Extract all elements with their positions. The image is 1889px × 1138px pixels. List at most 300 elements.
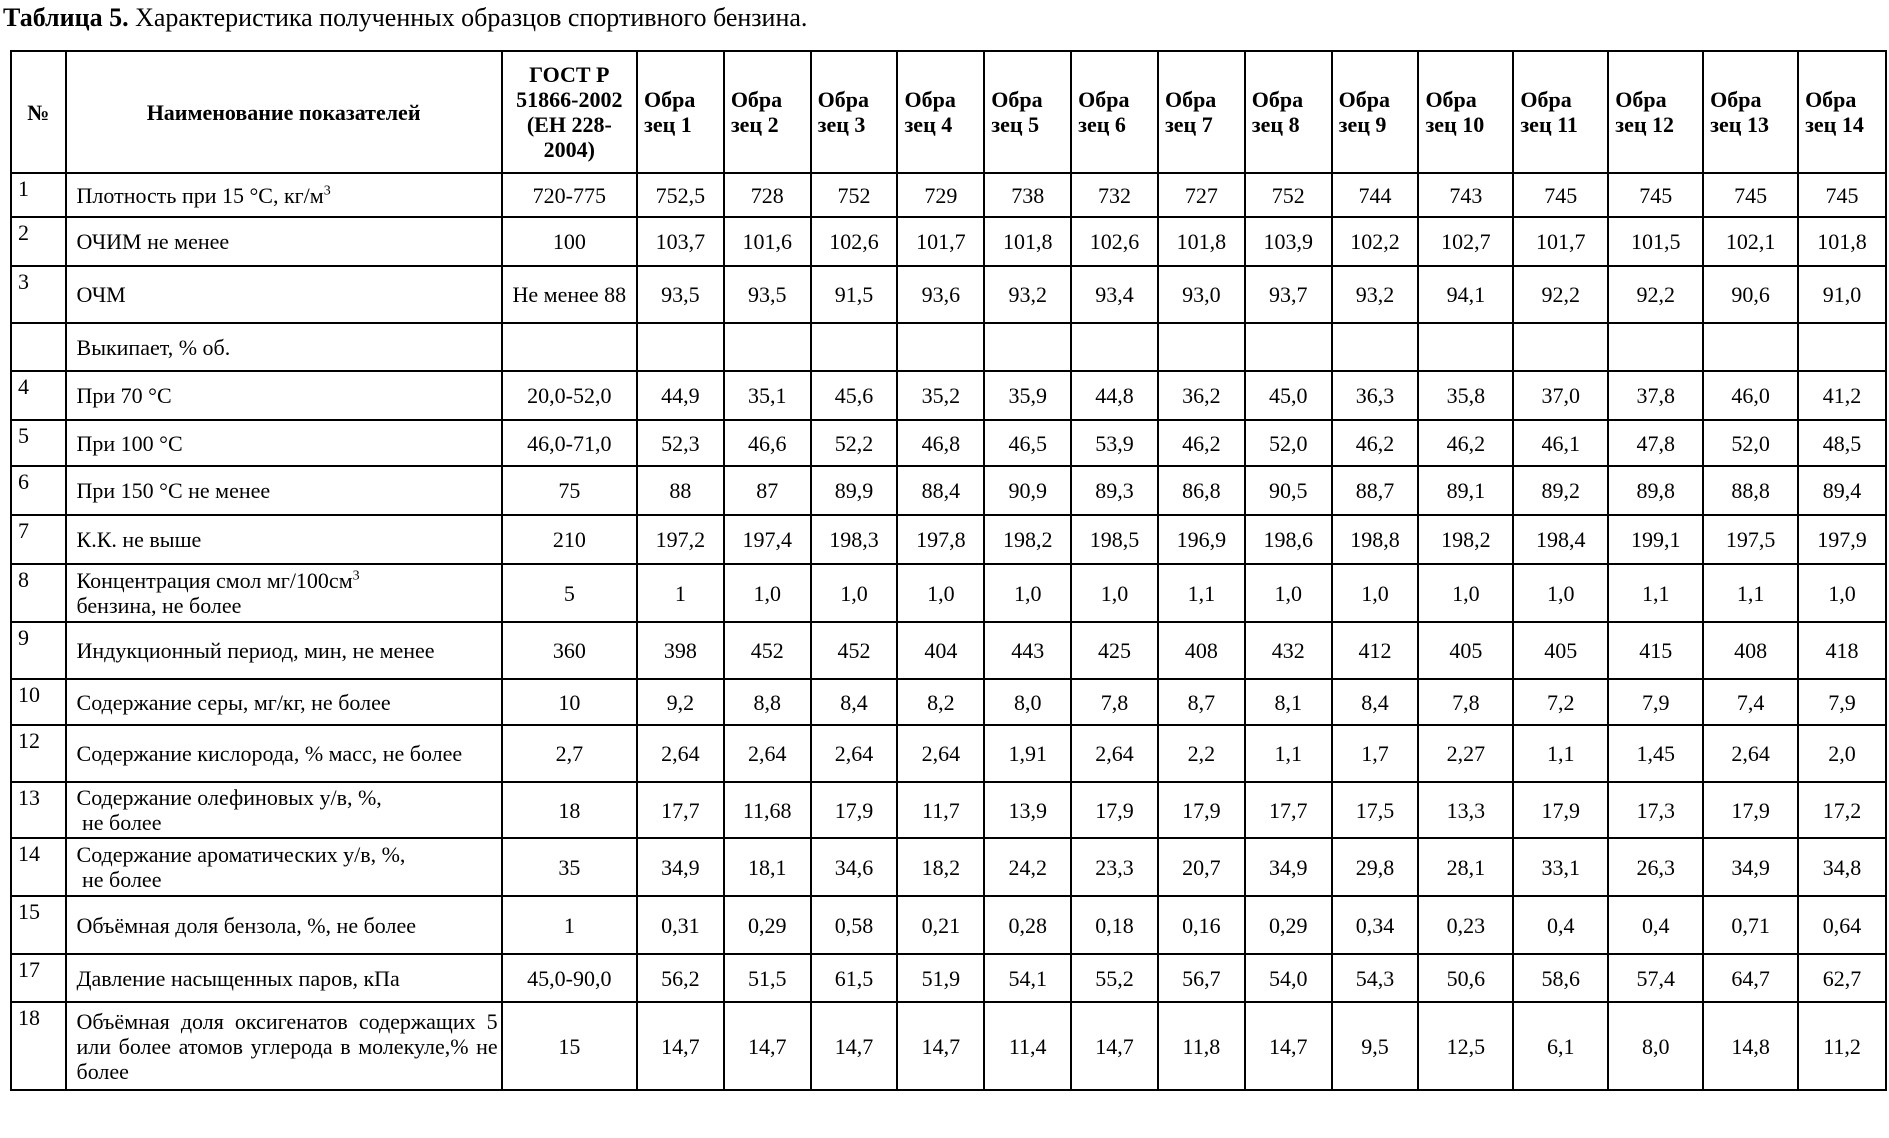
sample-13-value: 46,0 — [1703, 371, 1798, 420]
row-gost-value: 20,0-52,0 — [502, 371, 637, 420]
sample-4-value: 51,9 — [897, 954, 984, 1002]
sample-8-value: 17,7 — [1245, 782, 1332, 838]
sample-9-value — [1332, 323, 1419, 371]
sample-7-value: 11,8 — [1158, 1002, 1245, 1090]
sample-8-value: 198,6 — [1245, 515, 1332, 564]
sample-7-value — [1158, 323, 1245, 371]
sample-7-value: 8,7 — [1158, 679, 1245, 725]
sample-2-value: 14,7 — [724, 1002, 811, 1090]
sample-6-value: 102,6 — [1071, 217, 1158, 266]
sample-7-value: 1,1 — [1158, 564, 1245, 622]
sample-9-value: 88,7 — [1332, 466, 1419, 515]
row-number: 1 — [11, 173, 66, 217]
sample-5-value: 11,4 — [984, 1002, 1071, 1090]
sample-8-value: 1,0 — [1245, 564, 1332, 622]
sample-1-value: 1 — [637, 564, 724, 622]
row-number: 15 — [11, 896, 66, 954]
sample-1-value: 56,2 — [637, 954, 724, 1002]
sample-9-value: 102,2 — [1332, 217, 1419, 266]
header-sample-4: Обра зец 4 — [897, 51, 984, 173]
sample-3-value: 198,3 — [811, 515, 898, 564]
sample-11-value: 101,7 — [1513, 217, 1608, 266]
sample-8-value: 0,29 — [1245, 896, 1332, 954]
sample-1-value: 197,2 — [637, 515, 724, 564]
sample-7-value: 36,2 — [1158, 371, 1245, 420]
sample-7-value: 196,9 — [1158, 515, 1245, 564]
sample-7-value: 46,2 — [1158, 420, 1245, 466]
sample-14-value: 89,4 — [1798, 466, 1886, 515]
sample-7-value: 56,7 — [1158, 954, 1245, 1002]
sample-1-value: 17,7 — [637, 782, 724, 838]
parameter-name-text: При 150 °С не менее — [76, 478, 271, 503]
sample-12-value: 57,4 — [1608, 954, 1703, 1002]
sample-5-value: 90,9 — [984, 466, 1071, 515]
sample-13-value: 52,0 — [1703, 420, 1798, 466]
table-caption-text: Характеристика полученных образцов спортивного бензина. — [128, 3, 808, 32]
header-sample-9: Обра зец 9 — [1332, 51, 1419, 173]
row-number: 9 — [11, 622, 66, 679]
sample-4-value: 18,2 — [897, 838, 984, 896]
sample-12-value: 37,8 — [1608, 371, 1703, 420]
parameter-name-text-line2: не более — [76, 810, 162, 835]
sample-4-value: 197,8 — [897, 515, 984, 564]
sample-5-value: 93,2 — [984, 266, 1071, 323]
sample-5-value: 1,91 — [984, 725, 1071, 782]
sample-8-value: 14,7 — [1245, 1002, 1332, 1090]
sample-7-value: 20,7 — [1158, 838, 1245, 896]
sample-1-value: 14,7 — [637, 1002, 724, 1090]
sample-2-value: 728 — [724, 173, 811, 217]
sample-3-value: 45,6 — [811, 371, 898, 420]
row-parameter-name — [66, 371, 502, 420]
row-parameter-name — [66, 782, 502, 838]
sample-1-value: 9,2 — [637, 679, 724, 725]
row-gost-value: 10 — [502, 679, 637, 725]
sample-10-value: 12,5 — [1418, 1002, 1513, 1090]
table-row — [11, 1002, 1886, 1090]
header-num: № — [11, 51, 66, 173]
header-sample-14: Обра зец 14 — [1798, 51, 1886, 173]
sample-9-value: 1,7 — [1332, 725, 1419, 782]
sample-13-value — [1703, 323, 1798, 371]
sample-2-value: 1,0 — [724, 564, 811, 622]
table-row — [11, 323, 1886, 371]
sample-2-value: 46,6 — [724, 420, 811, 466]
table-row — [11, 466, 1886, 515]
row-parameter-name — [66, 420, 502, 466]
sample-4-value: 14,7 — [897, 1002, 984, 1090]
sample-4-value: 729 — [897, 173, 984, 217]
sample-13-value: 2,64 — [1703, 725, 1798, 782]
sample-14-value: 62,7 — [1798, 954, 1886, 1002]
row-parameter-name — [66, 896, 502, 954]
sample-2-value: 8,8 — [724, 679, 811, 725]
sample-2-value: 51,5 — [724, 954, 811, 1002]
row-parameter-name — [66, 217, 502, 266]
sample-9-value: 46,2 — [1332, 420, 1419, 466]
header-sample-7: Обра зец 7 — [1158, 51, 1245, 173]
sample-1-value: 93,5 — [637, 266, 724, 323]
sample-13-value: 64,7 — [1703, 954, 1798, 1002]
parameter-name-text: При 100 °С — [76, 430, 183, 456]
sample-8-value: 93,7 — [1245, 266, 1332, 323]
row-gost-value: 210 — [502, 515, 637, 564]
sample-3-value: 8,4 — [811, 679, 898, 725]
sample-4-value: 46,8 — [897, 420, 984, 466]
sample-9-value: 8,4 — [1332, 679, 1419, 725]
sample-14-value: 197,9 — [1798, 515, 1886, 564]
sample-12-value: 8,0 — [1608, 1002, 1703, 1090]
sample-4-value: 88,4 — [897, 466, 984, 515]
row-parameter-name — [66, 266, 502, 323]
header-sample-8: Обра зец 8 — [1245, 51, 1332, 173]
sample-10-value: 7,8 — [1418, 679, 1513, 725]
parameter-name-text: К.К. не выше — [76, 527, 202, 552]
header-sample-2: Обра зец 2 — [724, 51, 811, 173]
sample-11-value: 37,0 — [1513, 371, 1608, 420]
sample-8-value: 45,0 — [1245, 371, 1332, 420]
sample-13-value: 745 — [1703, 173, 1798, 217]
sample-11-value: 0,4 — [1513, 896, 1608, 954]
sample-10-value: 89,1 — [1418, 466, 1513, 515]
sample-3-value: 452 — [811, 622, 898, 679]
sample-12-value: 1,1 — [1608, 564, 1703, 622]
sample-2-value: 452 — [724, 622, 811, 679]
sample-10-value — [1418, 323, 1513, 371]
sample-13-value: 34,9 — [1703, 838, 1798, 896]
sample-6-value: 7,8 — [1071, 679, 1158, 725]
sample-8-value: 52,0 — [1245, 420, 1332, 466]
sample-7-value: 17,9 — [1158, 782, 1245, 838]
sample-2-value: 2,64 — [724, 725, 811, 782]
gasoline-characteristics-table — [10, 50, 1887, 1091]
row-gost-value: 720-775 — [502, 173, 637, 217]
sample-3-value: 752 — [811, 173, 898, 217]
sample-2-value: 197,4 — [724, 515, 811, 564]
table-row — [11, 173, 1886, 217]
sample-13-value: 1,1 — [1703, 564, 1798, 622]
table-row — [11, 838, 1886, 896]
sample-6-value: 93,4 — [1071, 266, 1158, 323]
row-number: 4 — [11, 371, 66, 420]
sample-11-value: 1,1 — [1513, 725, 1608, 782]
sample-9-value: 1,0 — [1332, 564, 1419, 622]
sample-8-value: 90,5 — [1245, 466, 1332, 515]
sample-4-value: 35,2 — [897, 371, 984, 420]
sample-6-value: 14,7 — [1071, 1002, 1158, 1090]
table-caption-label: Таблица 5. — [3, 3, 129, 32]
header-sample-13: Обра зец 13 — [1703, 51, 1798, 173]
sample-4-value: 93,6 — [897, 266, 984, 323]
sample-3-value: 0,58 — [811, 896, 898, 954]
row-number: 18 — [11, 1002, 66, 1090]
sample-14-value: 1,0 — [1798, 564, 1886, 622]
sample-10-value: 94,1 — [1418, 266, 1513, 323]
sample-14-value — [1798, 323, 1886, 371]
sample-5-value: 198,2 — [984, 515, 1071, 564]
sample-11-value: 89,2 — [1513, 466, 1608, 515]
row-gost-value: 46,0-71,0 — [502, 420, 637, 466]
sample-13-value: 90,6 — [1703, 266, 1798, 323]
sample-13-value: 0,71 — [1703, 896, 1798, 954]
sample-14-value: 745 — [1798, 173, 1886, 217]
table-row — [11, 371, 1886, 420]
parameter-name-text: Индукционный период, мин, не менее — [76, 638, 435, 663]
table-row — [11, 896, 1886, 954]
sample-6-value: 89,3 — [1071, 466, 1158, 515]
sample-5-value: 24,2 — [984, 838, 1071, 896]
row-gost-value: 100 — [502, 217, 637, 266]
sample-14-value: 48,5 — [1798, 420, 1886, 466]
sample-4-value: 8,2 — [897, 679, 984, 725]
sample-10-value: 46,2 — [1418, 420, 1513, 466]
parameter-name-text: Содержание ароматических у/в, %, — [76, 842, 406, 867]
sample-8-value: 752 — [1245, 173, 1332, 217]
sample-9-value: 54,3 — [1332, 954, 1419, 1002]
parameter-name-text: Содержание олефиновых у/в, %, — [76, 785, 382, 810]
sample-10-value: 28,1 — [1418, 838, 1513, 896]
parameter-name-text: Объёмная доля бензола, %, не более — [76, 912, 417, 938]
row-parameter-name — [66, 323, 502, 371]
row-number: 3 — [11, 266, 66, 323]
sample-8-value: 54,0 — [1245, 954, 1332, 1002]
sample-13-value: 197,5 — [1703, 515, 1798, 564]
table-row — [11, 954, 1886, 1002]
row-parameter-name — [66, 515, 502, 564]
sample-1-value: 0,31 — [637, 896, 724, 954]
sample-11-value: 198,4 — [1513, 515, 1608, 564]
row-number: 12 — [11, 725, 66, 782]
sample-10-value: 198,2 — [1418, 515, 1513, 564]
sample-1-value: 44,9 — [637, 371, 724, 420]
sample-14-value: 0,64 — [1798, 896, 1886, 954]
sample-10-value: 50,6 — [1418, 954, 1513, 1002]
table-row — [11, 266, 1886, 323]
sample-3-value: 102,6 — [811, 217, 898, 266]
sample-14-value: 17,2 — [1798, 782, 1886, 838]
sample-14-value: 101,8 — [1798, 217, 1886, 266]
sample-11-value: 1,0 — [1513, 564, 1608, 622]
sample-12-value: 415 — [1608, 622, 1703, 679]
sample-3-value: 17,9 — [811, 782, 898, 838]
sample-3-value: 1,0 — [811, 564, 898, 622]
sample-10-value: 405 — [1418, 622, 1513, 679]
row-parameter-name — [66, 838, 502, 896]
sample-5-value: 8,0 — [984, 679, 1071, 725]
parameter-name-text: Плотность при 15 °С, кг/м — [76, 182, 324, 208]
sample-11-value: 7,2 — [1513, 679, 1608, 725]
sample-8-value — [1245, 323, 1332, 371]
sample-14-value: 91,0 — [1798, 266, 1886, 323]
sample-7-value: 86,8 — [1158, 466, 1245, 515]
sample-10-value: 2,27 — [1418, 725, 1513, 782]
parameter-name-text: Объёмная доля оксигенатов содержащих 5 или более атомов углерода в молекуле,% не более — [76, 1008, 498, 1084]
sample-14-value: 41,2 — [1798, 371, 1886, 420]
sample-3-value: 91,5 — [811, 266, 898, 323]
sample-10-value: 1,0 — [1418, 564, 1513, 622]
sample-12-value: 17,3 — [1608, 782, 1703, 838]
row-gost-value: 5 — [502, 564, 637, 622]
sample-12-value: 47,8 — [1608, 420, 1703, 466]
sample-5-value: 101,8 — [984, 217, 1071, 266]
row-gost-value: 1 — [502, 896, 637, 954]
sample-2-value: 35,1 — [724, 371, 811, 420]
table-row — [11, 420, 1886, 466]
row-number: 2 — [11, 217, 66, 266]
sample-4-value: 11,7 — [897, 782, 984, 838]
row-parameter-name — [66, 173, 502, 217]
sample-10-value: 13,3 — [1418, 782, 1513, 838]
row-gost-value: 15 — [502, 1002, 637, 1090]
sample-9-value: 93,2 — [1332, 266, 1419, 323]
header-sample-11: Обра зец 11 — [1513, 51, 1608, 173]
sample-2-value: 0,29 — [724, 896, 811, 954]
sample-12-value: 92,2 — [1608, 266, 1703, 323]
sample-11-value: 17,9 — [1513, 782, 1608, 838]
row-gost-value — [502, 323, 637, 371]
sample-9-value: 744 — [1332, 173, 1419, 217]
sample-8-value: 432 — [1245, 622, 1332, 679]
parameter-name-text: ОЧМ — [76, 282, 126, 307]
sample-4-value: 404 — [897, 622, 984, 679]
sample-6-value: 17,9 — [1071, 782, 1158, 838]
row-parameter-name — [66, 725, 502, 782]
sample-6-value: 23,3 — [1071, 838, 1158, 896]
sample-5-value: 46,5 — [984, 420, 1071, 466]
sample-12-value: 199,1 — [1608, 515, 1703, 564]
sample-12-value: 26,3 — [1608, 838, 1703, 896]
parameter-name-text: Концентрация смол мг/100см — [76, 568, 353, 593]
header-sample-6: Обра зец 6 — [1071, 51, 1158, 173]
sample-10-value: 35,8 — [1418, 371, 1513, 420]
sample-6-value: 425 — [1071, 622, 1158, 679]
row-gost-value: 35 — [502, 838, 637, 896]
sample-1-value: 2,64 — [637, 725, 724, 782]
row-parameter-name — [66, 564, 502, 622]
table-row — [11, 515, 1886, 564]
header-sample-5: Обра зец 5 — [984, 51, 1071, 173]
sample-3-value: 89,9 — [811, 466, 898, 515]
sample-8-value: 103,9 — [1245, 217, 1332, 266]
sample-9-value: 412 — [1332, 622, 1419, 679]
sample-9-value: 198,8 — [1332, 515, 1419, 564]
sample-6-value: 44,8 — [1071, 371, 1158, 420]
row-number: 17 — [11, 954, 66, 1002]
sample-11-value: 405 — [1513, 622, 1608, 679]
sample-10-value: 102,7 — [1418, 217, 1513, 266]
row-gost-value: 45,0-90,0 — [502, 954, 637, 1002]
sample-6-value: 0,18 — [1071, 896, 1158, 954]
sample-8-value: 8,1 — [1245, 679, 1332, 725]
row-number: 5 — [11, 420, 66, 466]
sample-1-value: 752,5 — [637, 173, 724, 217]
header-sample-12: Обра зец 12 — [1608, 51, 1703, 173]
row-parameter-name — [66, 954, 502, 1002]
sample-11-value: 58,6 — [1513, 954, 1608, 1002]
header-sample-3: Обра зец 3 — [811, 51, 898, 173]
sample-4-value: 1,0 — [897, 564, 984, 622]
sample-1-value: 34,9 — [637, 838, 724, 896]
sample-3-value: 52,2 — [811, 420, 898, 466]
row-number: 14 — [11, 838, 66, 896]
parameter-name-text: Содержание кислорода, % масс, не более — [76, 741, 463, 766]
row-gost-value: 360 — [502, 622, 637, 679]
sample-5-value: 738 — [984, 173, 1071, 217]
row-parameter-name — [66, 622, 502, 679]
row-gost-value: Не менее 88 — [502, 266, 637, 323]
sample-6-value: 55,2 — [1071, 954, 1158, 1002]
row-number: 8 — [11, 564, 66, 622]
sample-9-value: 17,5 — [1332, 782, 1419, 838]
parameter-name-text: При 70 °С — [76, 383, 172, 408]
sample-13-value: 14,8 — [1703, 1002, 1798, 1090]
table-row — [11, 679, 1886, 725]
sample-9-value: 29,8 — [1332, 838, 1419, 896]
sample-7-value: 93,0 — [1158, 266, 1245, 323]
sample-7-value: 0,16 — [1158, 896, 1245, 954]
row-number: 6 — [11, 466, 66, 515]
header-name: Наименование показателей — [66, 51, 502, 173]
sample-11-value — [1513, 323, 1608, 371]
header-sample-10: Обра зец 10 — [1418, 51, 1513, 173]
sample-11-value: 46,1 — [1513, 420, 1608, 466]
parameter-name-superscript: 3 — [323, 183, 331, 199]
sample-5-value: 1,0 — [984, 564, 1071, 622]
parameter-name-text: Выкипает, % об. — [76, 334, 231, 360]
sample-2-value — [724, 323, 811, 371]
sample-13-value: 102,1 — [1703, 217, 1798, 266]
sample-5-value: 0,28 — [984, 896, 1071, 954]
sample-10-value: 0,23 — [1418, 896, 1513, 954]
sample-6-value: 198,5 — [1071, 515, 1158, 564]
sample-14-value: 418 — [1798, 622, 1886, 679]
sample-11-value: 745 — [1513, 173, 1608, 217]
row-gost-value: 2,7 — [502, 725, 637, 782]
parameter-name-text-line2: не более — [76, 867, 162, 892]
sample-5-value: 13,9 — [984, 782, 1071, 838]
row-parameter-name — [66, 1002, 502, 1090]
sample-14-value: 2,0 — [1798, 725, 1886, 782]
parameter-name-text-line2: бензина, не более — [76, 593, 242, 618]
sample-10-value: 743 — [1418, 173, 1513, 217]
sample-14-value: 11,2 — [1798, 1002, 1886, 1090]
sample-7-value: 2,2 — [1158, 725, 1245, 782]
sample-11-value: 92,2 — [1513, 266, 1608, 323]
sample-3-value: 34,6 — [811, 838, 898, 896]
sample-1-value — [637, 323, 724, 371]
row-parameter-name — [66, 679, 502, 725]
sample-3-value: 61,5 — [811, 954, 898, 1002]
table-row — [11, 725, 1886, 782]
sample-3-value: 2,64 — [811, 725, 898, 782]
sample-13-value: 88,8 — [1703, 466, 1798, 515]
sample-7-value: 727 — [1158, 173, 1245, 217]
sample-6-value: 53,9 — [1071, 420, 1158, 466]
sample-1-value: 398 — [637, 622, 724, 679]
header-sample-1: Обра зец 1 — [637, 51, 724, 173]
sample-12-value: 0,4 — [1608, 896, 1703, 954]
table-row — [11, 217, 1886, 266]
sample-11-value: 33,1 — [1513, 838, 1608, 896]
row-number: 7 — [11, 515, 66, 564]
sample-6-value: 732 — [1071, 173, 1158, 217]
parameter-name-text: ОЧИМ не менее — [76, 229, 230, 254]
sample-5-value — [984, 323, 1071, 371]
table-row — [11, 622, 1886, 679]
sample-4-value: 2,64 — [897, 725, 984, 782]
sample-9-value: 0,34 — [1332, 896, 1419, 954]
sample-5-value: 54,1 — [984, 954, 1071, 1002]
